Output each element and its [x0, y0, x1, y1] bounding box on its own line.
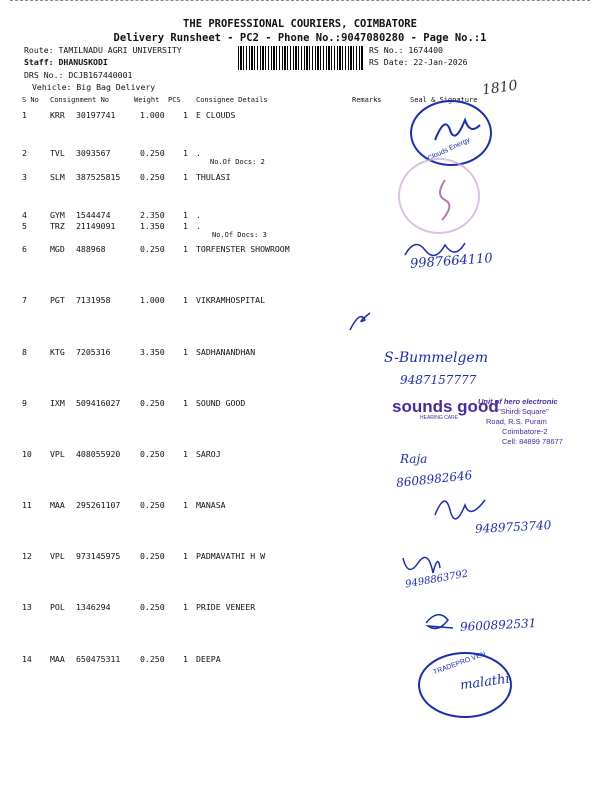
row-consignment: 1346294 [76, 602, 111, 612]
row-weight: 0.250 [140, 449, 165, 459]
row-code: KRR [50, 110, 65, 120]
row-sno: 13 [22, 602, 32, 612]
row-pcs: 1 [183, 449, 188, 459]
row-consignment: 509416027 [76, 398, 121, 408]
vehicle-label: Vehicle: Big Bag Delivery [32, 82, 156, 92]
row-sno: 6 [22, 244, 27, 254]
row-code: GYM [50, 210, 65, 220]
stamp-addr3: Coimbatore-2 [502, 427, 548, 436]
row-pcs: 1 [183, 210, 188, 220]
phone-12: 9498863792 [404, 568, 470, 591]
col-sno: S No [22, 96, 39, 104]
row-consignment: 7205316 [76, 347, 111, 357]
company-title: THE PROFESSIONAL COURIERS, COIMBATORE [183, 18, 417, 30]
row-pcs: 1 [183, 295, 188, 305]
row-pcs: 1 [183, 172, 188, 182]
row-consignment: 1544474 [76, 210, 111, 220]
row-weight: 0.250 [140, 398, 165, 408]
row-consignment: 30197741 [76, 110, 116, 120]
row-code: SLM [50, 172, 65, 182]
phone-13: 9600892531 [459, 616, 537, 634]
row-consignee: . [196, 221, 201, 231]
row-pcs: 1 [183, 244, 188, 254]
row-sno: 8 [22, 347, 27, 357]
row-pcs: 1 [183, 148, 188, 158]
phone-8: 9487157777 [400, 373, 477, 387]
row-pcs: 1 [183, 110, 188, 120]
row-pcs: 1 [183, 221, 188, 231]
phone-10: 8608982646 [395, 468, 473, 490]
name-14: malathi [459, 671, 511, 694]
row-consignment: 973145975 [76, 551, 121, 561]
name-8: S-Bummelgem [384, 350, 488, 366]
row-sno: 7 [22, 295, 27, 305]
row-pcs: 1 [183, 602, 188, 612]
row-code: PGT [50, 295, 65, 305]
logo-text: sounds good [392, 397, 499, 416]
row-weight: 0.250 [140, 551, 165, 561]
route-label: Route: TAMILNADU AGRI UNIVERSITY [24, 45, 182, 55]
stamp-text: TRADEPRO VEN [432, 650, 487, 677]
drs-label: DRS No.: DCJB167440001 [24, 70, 133, 80]
row-weight: 1.000 [140, 110, 165, 120]
row-code: IXM [50, 398, 65, 408]
row-consignment: 21149091 [76, 221, 116, 231]
row-weight: 0.250 [140, 500, 165, 510]
row-code: MGD [50, 244, 65, 254]
handwritten-number: 1810 [481, 77, 519, 99]
row-consignee: E CLOUDS [196, 110, 236, 120]
row-consignment: 3093567 [76, 148, 111, 158]
stamp-addr2: Road, R.S. Puram [486, 417, 547, 426]
row-consignee: PRIDE VENEER [196, 602, 256, 612]
logo-sub: HEARING CARE [420, 415, 459, 421]
name-10: Raja [400, 452, 428, 466]
rs-date: RS Date: 22-Jan-2026 [369, 57, 468, 67]
row-note: No.Of Docs: 2 [210, 158, 265, 166]
row-consignment: 387525815 [76, 172, 121, 182]
stamp-text: Clouds Energy [426, 136, 472, 163]
row-sno: 5 [22, 221, 27, 231]
row-consignment: 408055920 [76, 449, 121, 459]
col-consignment: Consignment No [50, 96, 110, 104]
row-sno: 11 [22, 500, 32, 510]
row-consignment: 650475311 [76, 654, 121, 664]
phone-11: 9489753740 [474, 518, 552, 536]
signature-13 [418, 608, 458, 638]
row-sno: 2 [22, 148, 27, 158]
runsheet-subtitle: Delivery Runsheet - PC2 - Phone No.:9047080280 - Page No.:1 [113, 32, 487, 44]
row-consignee: VIKRAMHOSPITAL [196, 295, 266, 305]
col-remarks: Remarks [352, 96, 382, 104]
phone-6: 9987664110 [409, 251, 494, 272]
signature-1 [425, 110, 485, 150]
signature-3 [430, 175, 460, 225]
col-consignee: Consignee Details [196, 96, 268, 104]
row-consignee: . [196, 210, 201, 220]
row-sno: 9 [22, 398, 27, 408]
row-sno: 1 [22, 110, 27, 120]
row-code: KTG [50, 347, 65, 357]
row-consignee: TORFENSTER SHOWROOM [196, 244, 290, 254]
row-weight: 0.250 [140, 654, 165, 664]
row-pcs: 1 [183, 654, 188, 664]
row-code: VPL [50, 449, 65, 459]
row-consignee: SADHANANDHAN [196, 347, 256, 357]
sounds-good-address [478, 397, 563, 447]
signature-11 [430, 490, 490, 525]
row-sno: 4 [22, 210, 27, 220]
row-weight: 3.350 [140, 347, 165, 357]
row-consignment: 7131958 [76, 295, 111, 305]
row-pcs: 1 [183, 500, 188, 510]
staff-label: Staff: DHANUSKODI [24, 57, 108, 67]
row-weight: 1.350 [140, 221, 165, 231]
row-code: VPL [50, 551, 65, 561]
row-consignee: SOUND GOOD [196, 398, 246, 408]
stamp-unit: Unit of hero electronic [478, 397, 558, 406]
row-weight: 0.250 [140, 148, 165, 158]
row-consignee: . [196, 148, 201, 158]
row-weight: 0.250 [140, 244, 165, 254]
row-note: No.Of Docs: 3 [212, 231, 267, 239]
row-weight: 0.250 [140, 602, 165, 612]
row-code: TVL [50, 148, 65, 158]
row-consignee: DEEPA [196, 654, 221, 664]
top-border [10, 0, 590, 2]
col-weight: Weight [134, 96, 160, 104]
row-consignee: PADMAVATHI H W [196, 551, 266, 561]
row-pcs: 1 [183, 398, 188, 408]
rs-number: RS No.: 1674400 [369, 45, 443, 55]
row-code: TRZ [50, 221, 65, 231]
row-sno: 3 [22, 172, 27, 182]
row-code: MAA [50, 654, 65, 664]
col-seal-signature: Seal & Signature [410, 96, 478, 104]
row-pcs: 1 [183, 347, 188, 357]
row-consignee: MANASA [196, 500, 226, 510]
row-weight: 2.350 [140, 210, 165, 220]
stamp-addr1: "Shirdi Square" [498, 407, 549, 416]
sounds-good-logo [392, 397, 499, 440]
row-sno: 10 [22, 449, 32, 459]
row-consignee: SAROJ [196, 449, 221, 459]
signature-7 [345, 305, 375, 335]
row-sno: 12 [22, 551, 32, 561]
col-pcs: PCS [168, 96, 181, 104]
barcode [238, 46, 364, 70]
row-weight: 1.000 [140, 295, 165, 305]
row-pcs: 1 [183, 551, 188, 561]
row-consignment: 488968 [76, 244, 106, 254]
row-code: MAA [50, 500, 65, 510]
row-consignee: THULASI [196, 172, 231, 182]
row-consignment: 295261107 [76, 500, 121, 510]
row-sno: 14 [22, 654, 32, 664]
stamp-cell: Cell: 84899 78677 [502, 437, 563, 446]
row-weight: 0.250 [140, 172, 165, 182]
row-code: POL [50, 602, 65, 612]
